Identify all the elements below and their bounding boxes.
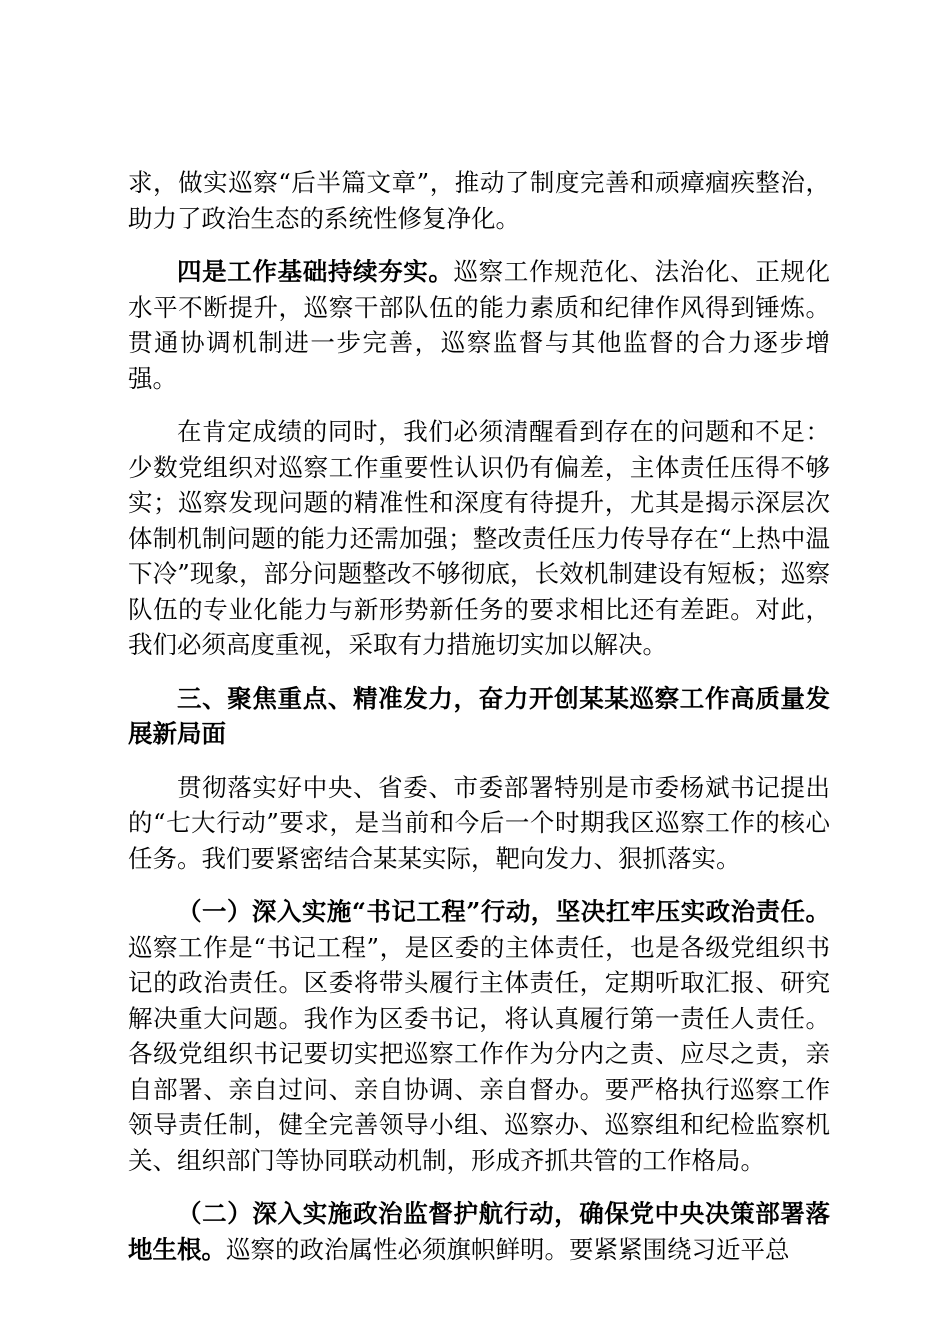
paragraph-text: 巡察工作是“书记工程”，是区委的主体责任，也是各级党组织书记的政治责任。区委将带头履行主体责任，定期听取汇报、研究解决重大问题。我作为区委书记，将认真履行第一责任人责任。各级党组织书记要切实把巡察工作作为分内之责、应尽之责，亲自部署、亲自过问、亲自协调、亲自督办。要严格执行巡察工作领导责任制，健全完善领导小组、巡察办、巡察组和纪检监察机关、组织部门等协同联动机制，形成齐抓共管的工作格局。 <box>128 932 830 1175</box>
paragraph-lead: （二）深入实施政治监督护航行动，确保党中央决策部署落地生根。 <box>128 1199 830 1264</box>
paragraph-item-2 <box>128 1196 830 1267</box>
section-heading-3: 三、聚焦重点、精准发力，奋力开创某某巡察工作高质量发展新局面 <box>128 683 830 748</box>
paragraph-core-task <box>128 770 830 877</box>
paragraph-text: 求，做实巡察“后半篇文章”，推动了制度完善和顽瘴痼疾整治，助力了政治生态的系统性修复净化。 <box>128 168 830 233</box>
paragraph-text: 在肯定成绩的同时，我们必须清醒看到存在的问题和不足：少数党组织对巡察工作重要性认识仍有偏差，主体责任压得不够实；巡察发现问题的精准性和深度有待提升，尤其是揭示深层次体制机制问题的能力还需加强；整改责任压力传导存在“上热中温下冷”现象，部分问题整改不够彻底，长效机制建设有短板；巡察队伍的专业化能力与新形势新任务的要求相比还有差距。对此，我们必须高度重视，采取有力措施切实加以解决。 <box>128 417 830 659</box>
paragraph-lead: （一）深入实施“书记工程”行动，坚决扛牢压实政治责任。 <box>177 897 830 926</box>
document-page <box>128 165 830 1285</box>
paragraph-continuation <box>128 165 830 236</box>
paragraph-text: 贯彻落实好中央、省委、市委部署特别是市委杨斌书记提出的“七大行动”要求，是当前和今后一个时期我区巡察工作的核心任务。我们要紧密结合某某实际，靶向发力、狠抓落实。 <box>128 772 830 873</box>
paragraph-lead: 四是工作基础持续夯实。 <box>177 257 454 286</box>
paragraph-text: 巡察工作规范化、法治化、正规化水平不断提升，巡察干部队伍的能力素质和纪律作风得到锤炼。贯通协调机制进一步完善，巡察监督与其他监督的合力逐步增强。 <box>128 257 831 393</box>
paragraph-problems <box>128 414 830 663</box>
paragraph-work-foundation <box>128 254 830 396</box>
paragraph-item-1 <box>128 894 830 1178</box>
paragraph-text: 巡察的政治属性必须旗帜鲜明。要紧紧围绕习近平总 <box>226 1234 790 1264</box>
